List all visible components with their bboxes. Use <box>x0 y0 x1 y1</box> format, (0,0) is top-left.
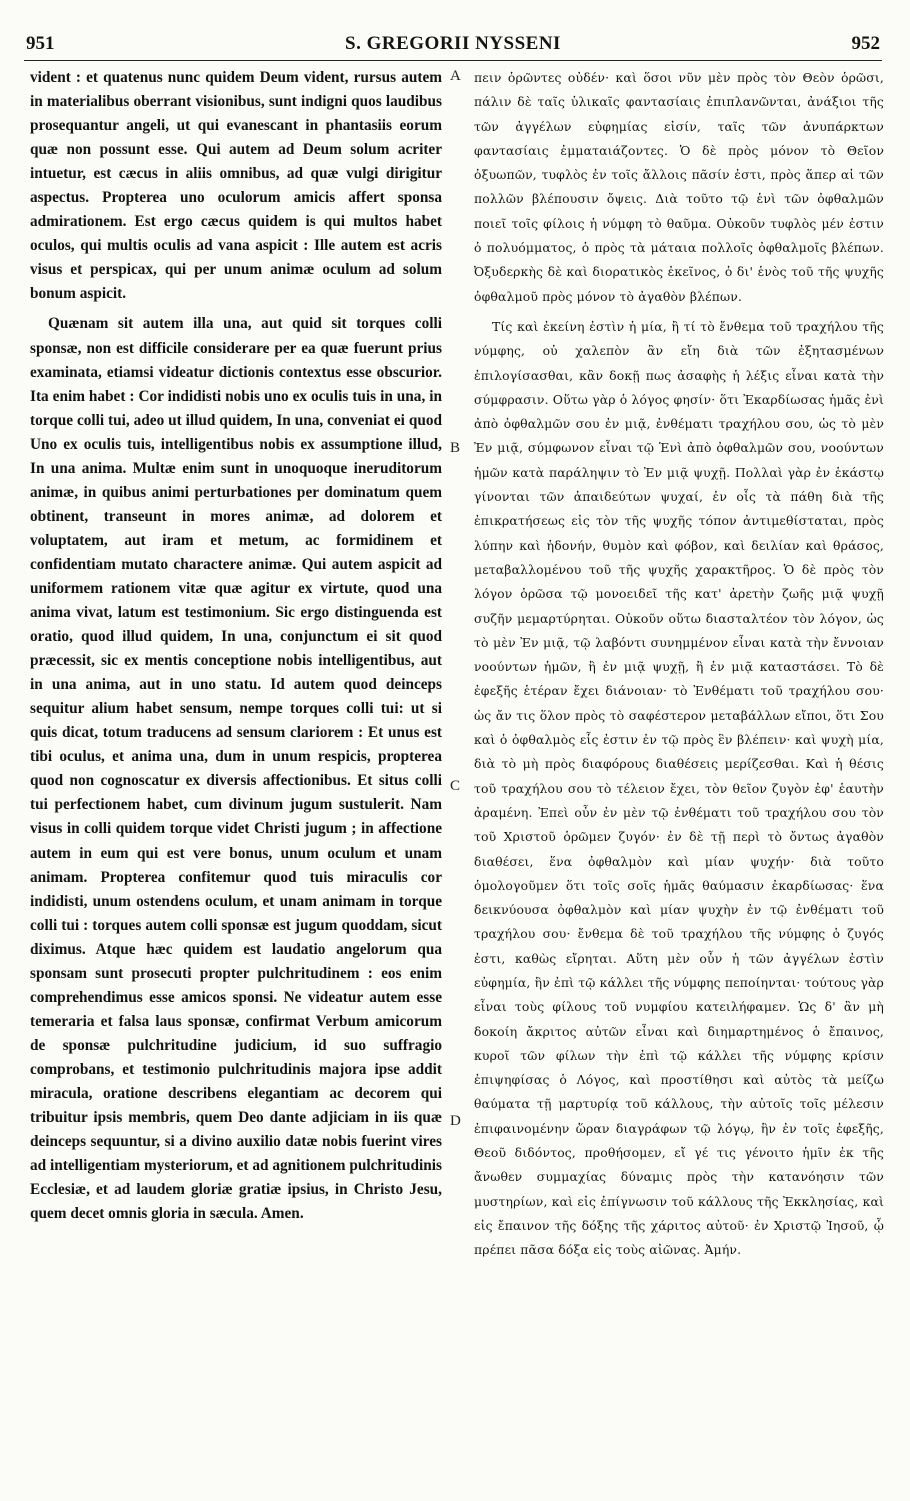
page-number-left: 951 <box>26 33 55 54</box>
margin-mark-b: B <box>450 440 461 456</box>
margin-mark-a: A <box>450 68 461 84</box>
margin-mark-d: D <box>450 1113 461 1129</box>
greek-column <box>474 66 884 1263</box>
latin-paragraph-1: vident : et quatenus nunc quidem Deum vident, rursus autem in materialibus oberrant visionibus, sunt indigni quos laudibus prosequantur angeli, ut qui evanescant in phantasiis eorum quæ non possunt esse. Qui autem ad Deum solum acriter intuetur, est cæcus in aliis omnibus, ad quæ vulgi dirigitur aspectus. Propterea uno oculorum amicis affert sponsa admirationem. Est ergo cæcus quidem is qui multos habet oculos, qui multis oculis ad vana aspicit : Ille autem est acris visus et perspicax, qui per unum animæ oculum ad solum bonum aspicit. <box>30 69 442 303</box>
page-header <box>26 33 880 57</box>
latin-column <box>30 66 442 1226</box>
greek-paragraph-2: Τίς καὶ ἐκείνη ἐστὶν ἡ μία, ἢ τί τὸ ἔνθεμα τοῦ τραχήλου τῆς νύμφης, οὐ χαλεπὸν ἂν εἴη διὰ τῶν ἐξητασμένων ἐπιλογίσασθαι, κἂν δοκῇ πως ἀσαφὴς ἡ λέξις εἶναι κατὰ τὴν σύμφρασιν. Οὕτω γὰρ ὁ λόγος φησίν· ὅτι Ἐκαρδίωσας ἡμᾶς ἐνὶ ἀπὸ ὀφθαλμῶν σου ἐν μιᾷ, ἐνθέματι τραχήλου σου, ὡς τὸ μὲν Ἐν μιᾷ, σύμφωνον εἶναι τῷ Ἑνὶ ἀπὸ ὀφθαλμῶν σου, νοούντων ἡμῶν κατὰ παράληψιν τὸ Ἐν μιᾷ ψυχῇ. Πολλαὶ γὰρ ἐν ἑκάστῳ γίνονται τῶν ἀπαιδεύτων ψυχαί, ἐν οἷς τὰ πάθη διὰ τῆς ἐπικρατήσεως εἰς τὸν τῆς ψυχῆς τόπον ἀντιμεθίσταται, πρὸς λύπην καὶ ἡδονήν, θυμὸν καὶ φόβον, καὶ δειλίαν καὶ θράσος, μεταβαλλομένου τοῦ τῆς ψυχῆς χαρακτῆρος. Ὁ δὲ πρὸς τὸν λόγον ὁρῶσα τῷ μονοειδεῖ τῆς κατ' ἀρετὴν ζωῆς μιᾷ ψυχῇ συζῆν μεμαρτύρηται. Οὐκοῦν οὕτω διασταλτέον τὸν λόγον, ὡς τὸ μὲν Ἐν μιᾷ, τῷ λαβόντι συνημμένον εἶναι κατὰ τὴν ἔννοιαν νοούντων ἡμῶν, ἢ ἐν μιᾷ ψυχῇ, ἢ ἐν μιᾷ καταστάσει. Τὸ δὲ ἐφεξῆς ἑτέραν ἔχει διάνοιαν· τὸ Ἐνθέματι τοῦ τραχήλου σου· ὡς ἄν τις ὅλον πρὸς τὸ σαφέστερον μεταβάλλων εἴποι, ὅτι Σου καὶ ὁ ὀφθαλμὸς εἷς ἐστιν ἐν τῷ πρὸς ἓν βλέπειν· καὶ ψυχὴ μία, διὰ τὸ μὴ πρὸς διαφόρους διαθέσεις μερίζεσθαι. Καὶ ἡ θέσις τοῦ τραχήλου σου τὸ τέλειον ἔχει, τὸν θεῖον ζυγὸν ἐφ' ἑαυτὴν ἀραμένη. Ἐπεὶ οὖν ἐν μὲν τῷ ἐνθέματι τοῦ τραχήλου σου τὸν τοῦ Χριστοῦ ὁρῶμεν ζυγόν· ἐν δὲ τῇ περὶ τὸ ὄντως ἀγαθὸν διαθέσει, ἕνα ὀφθαλμὸν καὶ μίαν ψυχήν· διὰ τοῦτο ὁμολογοῦμεν ὅτι τοῖς σοῖς ἡμᾶς θαύμασιν ἐκαρδίωσας· ἕνα δεικνύουσα ὀφθαλμὸν καὶ μίαν ψυχὴν ἐν τῷ ἐνθέματι τοῦ τραχήλου σου· ἔνθεμα δὲ τοῦ τραχήλου τῆς νύμφης ὁ ζυγός ἐστι, καθὼς εἴρηται. Αὕτη μὲν οὖν ἡ τῶν ἀγγέλων ἐστὶν εὐφημία, ἣν ἐπὶ τῷ κάλλει τῆς νύμφης πεποίηνται· τούτους γὰρ εἶναι τοὺς φίλους τοῦ νυμφίου κατειλήφαμεν. Ὡς δ' ἂν μὴ δοκοίη ἄκριτος αὐτῶν εἶναι καὶ διημαρτημένος ὁ ἔπαινος, κυροῖ τῶν φίλων τὴν ἐπὶ τῷ κάλλει τῆς νύμφης κρίσιν ἐπιψηφίσας ὁ Λόγος, καὶ προστίθησι καὶ αὐτὸς τὰ μείζω θαύματα τῇ μαρτυρίᾳ τοῦ κάλλους, τὴν αὐτοῖς τοῖς μέλεσιν ἐπιφαινομένην ὥραν διαγράφων τῷ λόγῳ, ἣν ἐν τοῖς ἐφεξῆς, Θεοῦ διδόντος, προθήσομεν, εἴ γέ τις γένοιτο ἡμῖν ἐκ τῆς ἄνωθεν συμμαχίας δύναμις πρὸς τὴν κατανόησιν τῶν μυστηρίων, καὶ εἰς ἐπίγνωσιν τοῦ κάλλους τῆς Ἐκκλησίας, καὶ εἰς ἔπαινον τῆς δόξης τῆς χάριτος αὐτοῦ· ἐν Χριστῷ Ἰησοῦ, ᾧ πρέπει πᾶσα δόξα εἰς τοὺς αἰῶνας. Ἀμήν. <box>474 318 884 1258</box>
running-title: S. GREGORII NYSSENI <box>345 33 561 54</box>
header-rule <box>24 60 882 61</box>
latin-paragraph-2: Quænam sit autem illa una, aut quid sit torques colli sponsæ, non est difficile considerare per ea quæ fuerunt prius examinata, etiamsi videatur dictionis contextus esse obscurior. Ita enim habet : Cor indidisti nobis uno ex oculis tuis in una, in torque colli tui, adeo ut illud quidem, In una, conveniat ei quod Uno ex oculis tuis, intelligentibus nobis ex assumptione illud, In una anima. Multæ enim sunt in unoquoque ineruditorum animæ, in quibus animi perturbationes per dominatum quem obtinent, transeunt in mores animæ, ad dolorem et voluptatem, aut iram et metum, ac formidinem et confidentiam mutato charactere animæ. Qui autem aspicit ad uniformem rationem vitæ quæ agitur ex virtute, quod una anima vivat, latum est testimonium. Sic ergo distinguenda est oratio, quod illud quidem, In una, conjunctum ei sit quod præcessit, sic ex mentis conceptione nobis intelligentibus, aut in una anima, aut in uno statu. Id autem quod deinceps sequitur alium habet sensum, nempe torques colli tui: ut si quis dicat, totum traducens ad sensum clariorem : Et unus est tibi oculus, et anima una, dum in unum respicis, propterea quod non cognoscatur ex diversis affectionibus. Et situs colli tui perfectionem habet, cum divinum jugum sustulerit. Nam visus in colli quidem torque videt Christi jugum ; in affectione autem in eum qui est vere bonus, unum oculum et unam animam. Propterea confitemur quod tuis miraculis cor indidisti, unum ostendens oculum, et unam animam in torque colli tui : torques autem colli sponsæ est jugum quoddam, sicut diximus. Atque hæc quidem est laudatio angelorum qua sponsam sunt prosecuti propter pulchritudinem : eos enim comprehendimus esse amicos sponsi. Ne videatur autem esse temeraria et falsa laus sponsæ, confirmat Verbum amicorum de sponsæ pulchritudine judicium, id suo suffragio comprobans, et testimonio pulchritudinis majora ipse addit miracula, oratione describens elegantiam ac decorem qui tribuitur ipsis membris, quem Deo dante adjiciam in iis quæ deinceps sequuntur, si a divino auxilio datæ nobis fuerint vires ad intelligentiam mysteriorum, et ad agnitionem pulchritudinis Ecclesiæ, et ad laudem gloriæ gratiæ ipsius, in Christo Jesu, quem decet omnis gloria in sæcula. Amen. <box>30 315 442 1223</box>
page-number-right: 952 <box>851 33 880 54</box>
greek-paragraph-1: πειν ὁρῶντες οὐδέν· καὶ ὅσοι νῦν μὲν πρὸς τὸν Θεὸν ὁρῶσι, πάλιν δὲ ταῖς ὑλικαῖς φαντασίαις ἐπιπλανῶνται, ἀνάξιοι τῆς τῶν ἀγγέλων εὐφημίας εἰσίν, ταῖς τῶν ἀνυπάρκτων φαντασίαις ἐμματαιάζοντες. Ὁ δὲ πρὸς μόνον τὸ Θεῖον ὀξυωπῶν, τυφλὸς ἐν τοῖς ἄλλοις πᾶσίν ἐστι, πρὸς ἅπερ αἱ τῶν πολλῶν βλέπουσιν ὄψεις. Διὰ τοῦτο τῷ ἑνὶ τῶν ὀφθαλμῶν ποιεῖ τοῖς φίλοις ἡ νύμφη τὸ θαῦμα. Οὐκοῦν τυφλὸς μέν ἐστιν ὁ πολυόμματος, ὁ πρὸς τὰ μάταια πολλοῖς ὀφθαλμοῖς βλέπων. Ὀξυδερκὴς δὲ καὶ διορατικὸς ἐκεῖνος, ὁ δι' ἑνὸς τοῦ τῆς ψυχῆς ὀφθαλμοῦ πρὸς μόνον τὸ ἀγαθὸν βλέπων. <box>474 70 884 304</box>
margin-mark-c: C <box>450 778 461 794</box>
